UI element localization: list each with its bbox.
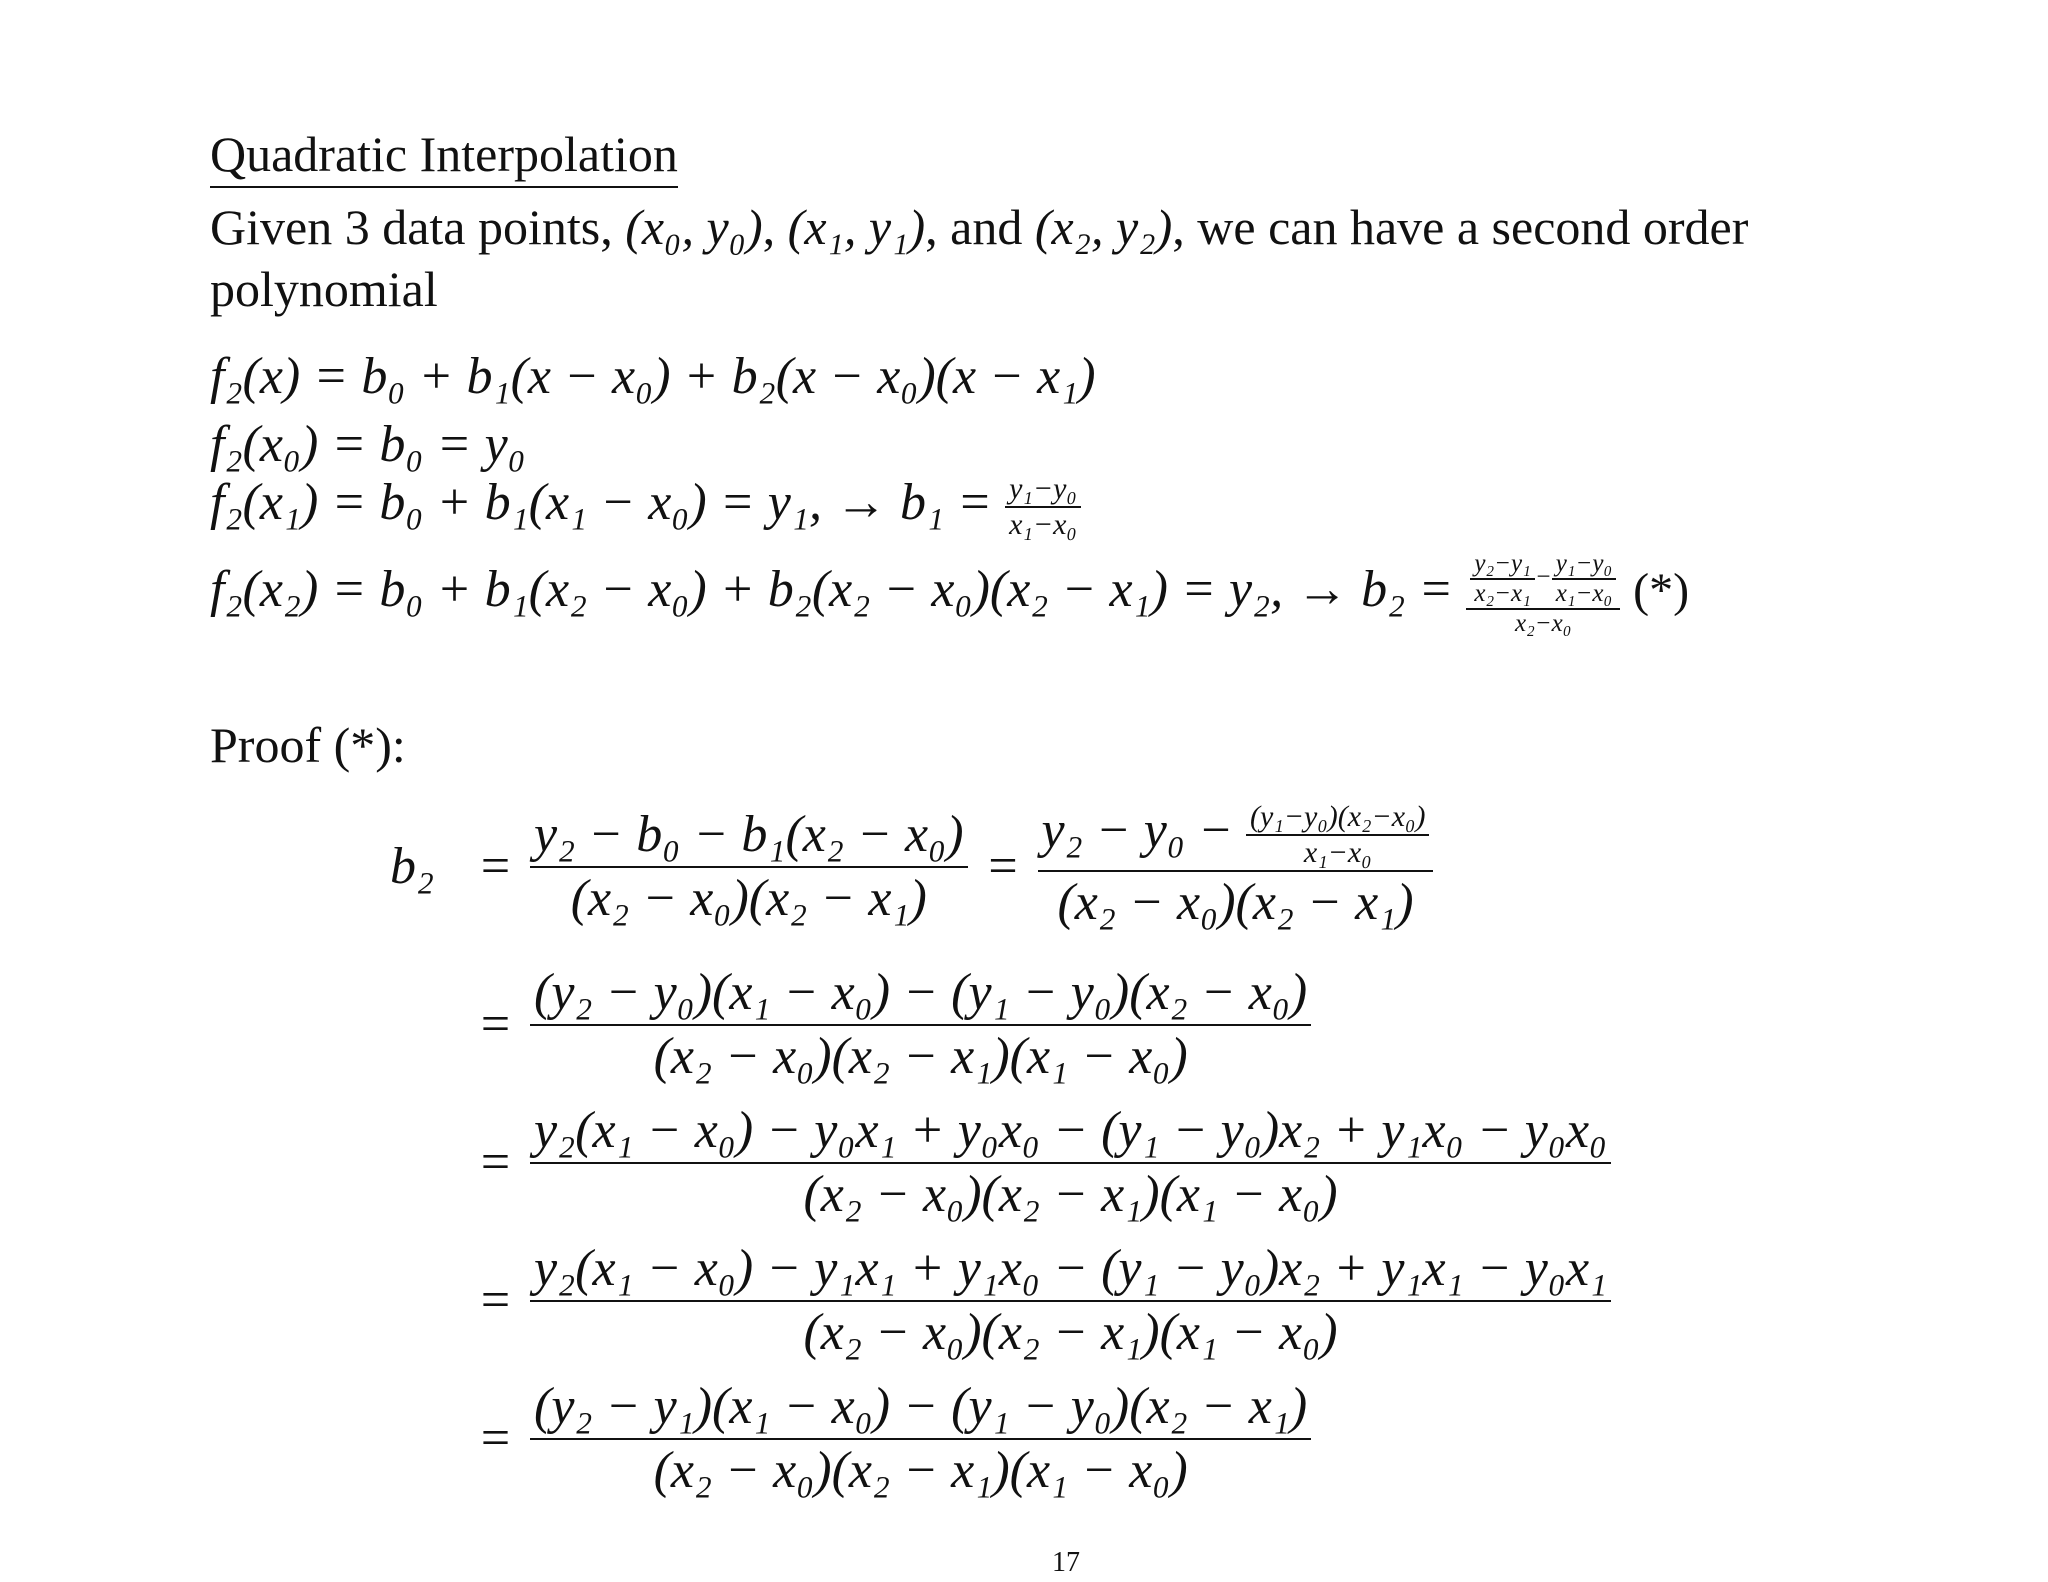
intro-paragraph bbox=[210, 196, 1930, 320]
proof-equals-5: = bbox=[477, 1410, 513, 1467]
equation-polynomial: f₂(x) = b₀ + b₁(x − x₀) + b₂(x − x₀)(x − x₁) bbox=[210, 348, 1096, 405]
intro-text-4: , we can have a second order polynomial bbox=[210, 199, 1749, 317]
proof-row-5-fraction bbox=[530, 1376, 1311, 1502]
b2-fraction bbox=[1466, 550, 1620, 638]
b1-numerator: y₁−y₀ bbox=[1009, 472, 1077, 506]
proof-row-2-denominator: (x₂ − x₀)(x₂ − x₁)(x₁ − x₀) bbox=[530, 1024, 1311, 1088]
equation-f2-x1-lhs: f₂(x₁) = b₀ + b₁(x₁ − x₀) = y₁, → b₁ = bbox=[210, 474, 1006, 531]
equation-f2-x2-lhs: f₂(x₂) = b₀ + b₁(x₂ − x₀) + b₂(x₂ − x₀)(x₂ − x₁) = y₂, → b₂ = bbox=[210, 560, 1467, 618]
proof-row-4-fraction bbox=[530, 1238, 1611, 1364]
proof-row-3-numerator: y₂(x₁ − x₀) − y₀x₁ + y₀x₀ − (y₁ − y₀)x₂ + y₁x₀ − y₀x₀ bbox=[534, 1102, 1608, 1159]
page-number: 17 bbox=[1052, 1547, 1080, 1578]
proof-row-1-fraction-1-numerator: y₂ − b₀ − b₁(x₂ − x₀) bbox=[534, 806, 964, 864]
proof-row-1-fraction-2-numerator bbox=[1038, 800, 1434, 870]
intro-point-1: (x₁, y₁) bbox=[787, 199, 926, 255]
proof-row-1 bbox=[390, 800, 1433, 934]
proof-row-5-numerator: (y₂ − y₁)(x₁ − x₀) − (y₁ − y₀)(x₂ − x₁) bbox=[534, 1378, 1308, 1435]
b2-inner-1-denominator: x₂−x₁ bbox=[1470, 578, 1534, 608]
b2-denominator: x₂−x₀ bbox=[1466, 608, 1620, 638]
proof-row-1-inner-fraction bbox=[1246, 800, 1429, 870]
proof-equals-2: = bbox=[477, 996, 513, 1053]
proof-row-1-prefix: y₂ − y₀ − bbox=[1041, 802, 1247, 859]
proof-lhs: b₂ bbox=[390, 838, 435, 896]
proof-row-1-fraction-2 bbox=[1038, 800, 1434, 934]
b2-inner-minus: − bbox=[1534, 563, 1552, 591]
b2-inner-fraction-1 bbox=[1470, 550, 1534, 608]
proof-row-4-denominator: (x₂ − x₀)(x₂ − x₁)(x₁ − x₀) bbox=[530, 1300, 1611, 1364]
b1-denominator: x₁−x₀ bbox=[1005, 506, 1081, 542]
b2-inner-2-denominator: x₁−x₀ bbox=[1552, 578, 1616, 608]
b2-inner-2-numerator: y₁−y₀ bbox=[1555, 550, 1613, 577]
b2-numerator bbox=[1466, 550, 1620, 608]
intro-text-2: , bbox=[762, 199, 788, 255]
proof-row-1-fraction-1-denominator: (x₂ − x₀)(x₂ − x₁) bbox=[530, 866, 968, 930]
proof-row-3-fraction bbox=[530, 1100, 1611, 1226]
intro-text-1: Given 3 data points, bbox=[210, 199, 626, 255]
proof-equals-3: = bbox=[477, 1134, 513, 1191]
b2-inner-fraction-2 bbox=[1552, 550, 1616, 608]
equation-f2-x0: f₂(x₀) = b₀ = y₀ bbox=[210, 416, 526, 473]
b1-fraction bbox=[1005, 472, 1081, 542]
proof-label: Proof (*): bbox=[210, 717, 406, 773]
equation-f2-x2 bbox=[210, 550, 1689, 638]
proof-row-5-denominator: (x₂ − x₀)(x₂ − x₁)(x₁ − x₀) bbox=[530, 1438, 1311, 1502]
intro-text-3: , and bbox=[925, 199, 1035, 255]
proof-row-2-fraction bbox=[530, 962, 1311, 1088]
proof-row-1-inner-denominator: x₁−x₀ bbox=[1246, 834, 1429, 870]
intro-point-0: (x₀, y₀) bbox=[625, 199, 763, 255]
proof-row-1-inner-numerator: (y₁−y₀)(x₂−x₀) bbox=[1250, 800, 1426, 834]
equation-f2-x1 bbox=[210, 472, 1081, 542]
proof-row-1-fraction-1 bbox=[530, 804, 968, 930]
proof-equals-4: = bbox=[477, 1272, 513, 1329]
proof-row-3-denominator: (x₂ − x₀)(x₂ − x₁)(x₁ − x₀) bbox=[530, 1162, 1611, 1226]
equation-tag: (*) bbox=[1633, 563, 1690, 617]
section-title: Quadratic Interpolation bbox=[210, 124, 678, 188]
proof-row-4 bbox=[390, 1238, 1611, 1364]
intro-point-2: (x₂, y₂) bbox=[1034, 199, 1173, 255]
proof-equals-1b: = bbox=[985, 838, 1021, 896]
proof-row-2 bbox=[390, 962, 1311, 1088]
proof-row-5 bbox=[390, 1376, 1311, 1502]
proof-row-3 bbox=[390, 1100, 1611, 1226]
proof-row-1-fraction-2-denominator: (x₂ − x₀)(x₂ − x₁) bbox=[1038, 870, 1434, 934]
b2-inner-1-numerator: y₂−y₁ bbox=[1474, 550, 1531, 577]
proof-row-2-numerator: (y₂ − y₀)(x₁ − x₀) − (y₁ − y₀)(x₂ − x₀) bbox=[534, 964, 1308, 1021]
proof-row-4-numerator: y₂(x₁ − x₀) − y₁x₁ + y₁x₀ − (y₁ − y₀)x₂ + y₁x₁ − y₀x₁ bbox=[534, 1240, 1608, 1297]
proof-equals-1: = bbox=[477, 838, 513, 896]
